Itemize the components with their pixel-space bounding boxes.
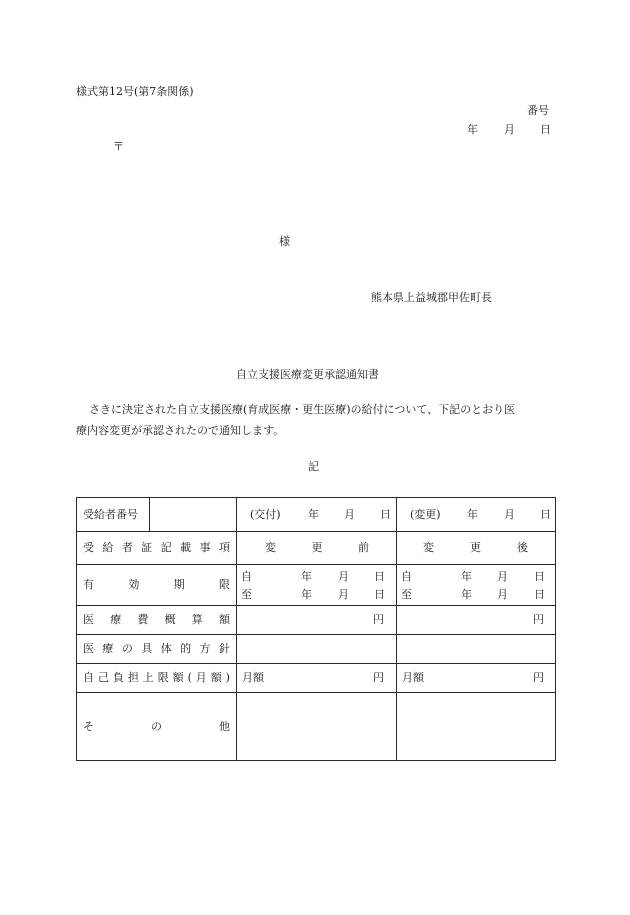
changed-label: (変更)	[410, 508, 441, 521]
issuer-name: 熊本県上益城郡甲佐町長	[371, 291, 492, 304]
form-number: 様式第12号(第7条関係)	[76, 85, 194, 98]
date-month: 月	[504, 123, 515, 136]
valid-to-after-day: 日	[534, 588, 545, 601]
copay-before-yen: 円	[373, 671, 384, 684]
number-label: 番号	[527, 104, 549, 117]
valid-to-after-year: 年	[461, 588, 472, 601]
issued-year: 年	[308, 508, 319, 521]
valid-from-after-day: 日	[534, 570, 545, 583]
table-rule	[396, 497, 397, 761]
valid-from-before: 自	[241, 570, 252, 583]
body-line-1: さきに決定された自立支援医療(育成医療・更生医療)の給付について、下記のとおり医	[89, 403, 516, 416]
copay-after-yen: 円	[533, 671, 544, 684]
changed-day: 日	[540, 508, 551, 521]
date-day: 日	[540, 123, 551, 136]
table-rule	[76, 497, 77, 761]
valid-from-after-year: 年	[461, 570, 472, 583]
valid-from-before-year: 年	[301, 570, 312, 583]
table-rule	[76, 760, 556, 761]
document-title: 自立支援医療変更承認通知書	[236, 368, 379, 381]
changed-year: 年	[467, 508, 478, 521]
table-rule	[76, 634, 556, 635]
table-rule	[76, 663, 556, 664]
copay-after-monthly: 月額	[402, 671, 424, 684]
ki-heading: 記	[308, 460, 319, 473]
date-year: 年	[467, 123, 478, 136]
other-label: そ の 他	[83, 720, 230, 733]
postal-mark: 〒	[113, 140, 124, 153]
table-rule	[555, 497, 556, 761]
valid-from-after-month: 月	[497, 570, 508, 583]
cost-before-yen: 円	[373, 613, 384, 626]
medical-cost-estimate-label: 医 療 費 概 算 額	[83, 613, 230, 626]
copay-before-monthly: 月額	[242, 671, 264, 684]
approval-table	[76, 497, 556, 761]
recipient-number-label: 受給者番号	[83, 508, 138, 521]
valid-to-before-day: 日	[374, 588, 385, 601]
copay-limit-label: 自 己 負 担 上 限 額 ( 月 額 )	[83, 671, 230, 684]
table-rule	[76, 531, 556, 532]
valid-from-before-month: 月	[338, 570, 349, 583]
valid-to-before: 至	[241, 588, 252, 601]
table-rule	[76, 605, 556, 606]
table-rule	[76, 497, 556, 498]
valid-from-after: 自	[401, 570, 412, 583]
valid-to-before-month: 月	[338, 588, 349, 601]
table-rule	[236, 497, 237, 761]
issued-month: 月	[344, 508, 355, 521]
validity-period-label: 有 効 期 限	[83, 578, 230, 591]
issued-label: (交付)	[250, 508, 281, 521]
valid-to-after-month: 月	[497, 588, 508, 601]
before-change-header: 変 更 前	[265, 541, 369, 554]
cost-after-yen: 円	[533, 613, 544, 626]
body-line-2: 療内容変更が承認されたので通知します。	[76, 424, 285, 437]
changed-month: 月	[504, 508, 515, 521]
table-rule	[149, 497, 150, 531]
valid-from-before-day: 日	[374, 570, 385, 583]
valid-to-before-year: 年	[301, 588, 312, 601]
after-change-header: 変 更 後	[423, 541, 528, 554]
table-rule	[76, 564, 556, 565]
certificate-items-label: 受 給 者 証 記 載 事 項	[83, 541, 230, 554]
issued-day: 日	[380, 508, 391, 521]
addressee-honorific: 様	[279, 235, 290, 248]
table-rule	[76, 692, 556, 693]
valid-to-after: 至	[401, 588, 412, 601]
treatment-policy-label: 医 療 の 具 体 的 方 針	[83, 642, 230, 655]
